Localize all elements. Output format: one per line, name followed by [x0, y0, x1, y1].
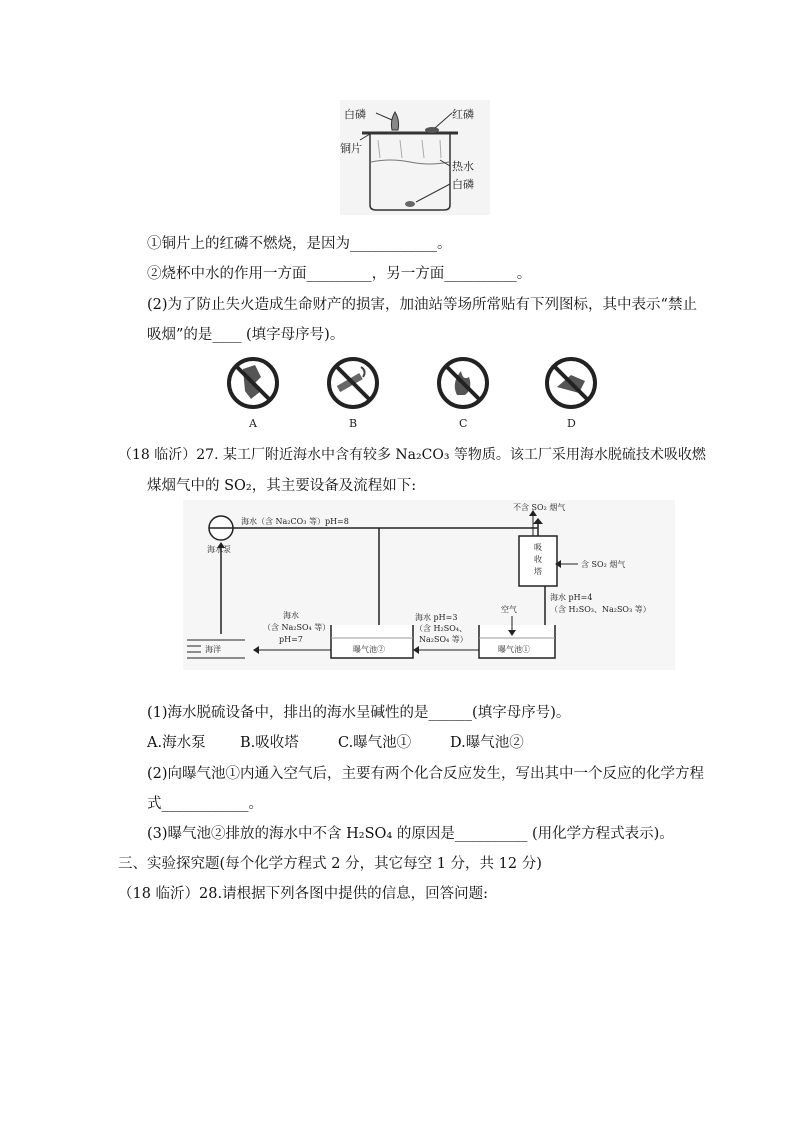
mid-flow-line2: （含 H₂SO₄、 — [415, 624, 467, 633]
q27-option-b: B.吸收塔 — [240, 735, 299, 751]
q27-option-c: C.曝气池① — [338, 735, 412, 751]
q27-option-d: D.曝气池② — [450, 735, 524, 751]
no-open-flame-icon — [439, 359, 487, 407]
phosphorus-beaker-figure — [340, 100, 490, 215]
no-flammables-icon — [547, 359, 595, 407]
tower-char-1: 吸 — [534, 543, 542, 552]
tower-char-3: 塔 — [534, 567, 542, 576]
q26-sub1: ①铜片上的红磷不燃烧，是因为____________。 — [147, 236, 452, 252]
q26-part2-line1: (2)为了防止失火造成生命财产的损害，加油站等场所常贴有下列图标，其中表示“禁止 — [147, 297, 697, 313]
tank1-label: 曝气池① — [498, 645, 530, 654]
white-phosphorus-water-label: 白磷 — [452, 178, 474, 191]
q27-part3: (3)曝气池②排放的海水中不含 H₂SO₄ 的原因是__________ (用化学方程式表示)。 — [147, 826, 674, 842]
safety-icons-row — [215, 355, 615, 435]
section-3-heading: 三、实验探究题(每个化学方程式 2 分，其它每空 1 分，共 12 分) — [118, 856, 542, 872]
no-fireworks-icon — [229, 359, 277, 407]
q27-stem-line1: （18 临沂）27. 某工厂附近海水中含有较多 Na₂CO₃ 等物质。该工厂采用海水脱硫技术吸收燃 — [118, 447, 706, 463]
so2-in-label: 含 SO₂ 烟气 — [581, 560, 626, 569]
q27-stem-line2: 煤烟气中的 SO₂，其主要设备及流程如下: — [147, 478, 417, 494]
copper-plate-label: 铜片 — [340, 142, 362, 155]
no-so2-label: 不含 SO₂ 烟气 — [513, 503, 566, 512]
sea-label: 海洋 — [205, 645, 221, 654]
pump-label: 海水泵 — [207, 545, 231, 554]
q26-part2-line2: 吸烟”的是____ (填字母序号)。 — [147, 327, 345, 343]
mid-flow-line1: 海水 pH=3 — [415, 613, 458, 622]
q27-part2-line2: 式____________。 — [147, 796, 263, 812]
icon-label-d: D — [567, 417, 576, 430]
white-phosphorus-label: 白磷 — [344, 108, 366, 121]
out-flow-line2: （含 Na₂SO₄ 等） — [263, 623, 331, 632]
q26-sub2: ②烧杯中水的作用一方面_________，另一方面__________。 — [147, 266, 532, 282]
tower-char-2: 收 — [534, 555, 542, 564]
tower-out-line1: 海水 pH=4 — [550, 593, 593, 602]
icon-label-c: C — [459, 417, 468, 430]
icon-label-a: A — [249, 417, 257, 430]
out-flow-line1: 海水 — [283, 611, 299, 620]
q28-stem: （18 临沂）28.请根据下列各图中提供的信息，回答问题: — [118, 886, 489, 902]
q27-part2-line1: (2)向曝气池①内通入空气后，主要有两个化合反应发生，写出其中一个反应的化学方程 — [147, 766, 705, 782]
red-phosphorus-label: 红磷 — [452, 108, 474, 121]
out-flow-line3: pH=7 — [279, 635, 303, 644]
tower-out-line2: （含 H₂SO₃、Na₂SO₃ 等） — [550, 605, 651, 614]
no-smoking-icon — [329, 359, 377, 407]
tank2-label: 曝气池② — [353, 645, 385, 654]
hot-water-label: 热水 — [452, 160, 474, 173]
air-label: 空气 — [501, 605, 517, 614]
icon-label-b: B — [349, 417, 358, 430]
q27-option-a: A.海水泵 — [147, 735, 206, 751]
top-flow-label: 海水（含 Na₂CO₃ 等）pH=8 — [241, 517, 349, 526]
q27-part1: (1)海水脱硫设备中，排出的海水呈碱性的是______(填字母序号)。 — [147, 705, 571, 721]
mid-flow-line3: Na₂SO₄ 等） — [419, 635, 468, 644]
desulfurization-flow-diagram — [183, 500, 675, 670]
